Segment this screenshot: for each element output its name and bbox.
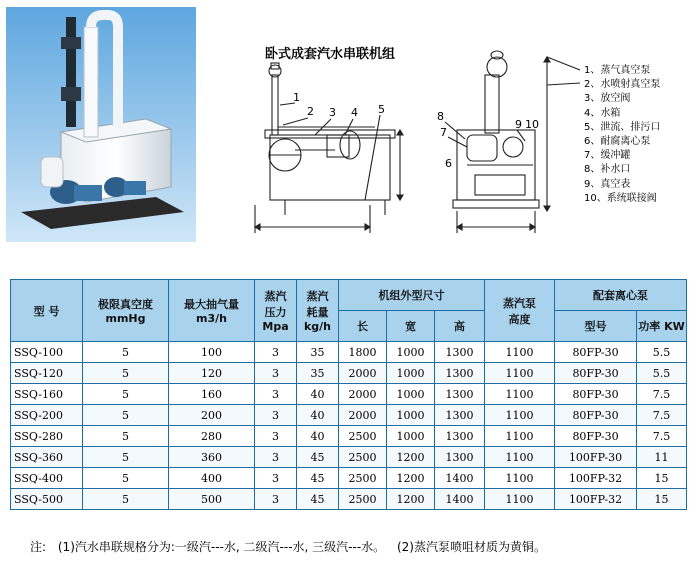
table-cell: 2000 (339, 363, 387, 384)
table-cell: 3 (255, 363, 297, 384)
table-cell: 3 (255, 426, 297, 447)
table-cell: 1200 (387, 468, 435, 489)
table-cell: 1400 (435, 489, 485, 510)
footnote (30, 538, 554, 555)
table-cell: 80FP-30 (555, 426, 637, 447)
table-cell: 80FP-30 (555, 384, 637, 405)
legend-item: 2、水喷射真空泵 (584, 79, 661, 91)
table-cell: 40 (297, 384, 339, 405)
model-cell: SSQ-160 (11, 384, 83, 405)
table-cell: 80FP-30 (555, 405, 637, 426)
table-cell: 5 (83, 363, 169, 384)
legend-item: 5、泄流、排污口 (584, 121, 661, 133)
table-cell: 3 (255, 405, 297, 426)
table-cell: 5 (83, 426, 169, 447)
model-cell: SSQ-400 (11, 468, 83, 489)
table-cell: 1300 (435, 342, 485, 363)
legend-item: 4、水箱 (584, 107, 621, 119)
table-cell: 1300 (435, 426, 485, 447)
legend-item: 3、放空阀 (584, 93, 631, 105)
table-cell: 5 (83, 489, 169, 510)
table-row (11, 405, 687, 426)
footnote-item-1: (1)汽水串联规格分为:一级汽---水, 二级汽---水, 三级汽---水。 (57, 540, 386, 554)
table-cell: 7.5 (637, 405, 687, 426)
table-cell: 2500 (339, 468, 387, 489)
table-row (11, 489, 687, 510)
table-cell: 1000 (387, 405, 435, 426)
legend-item: 6、耐腐离心泵 (584, 136, 651, 148)
table-cell: 1200 (387, 447, 435, 468)
table-cell: 1100 (485, 384, 555, 405)
table-cell: 5.5 (637, 363, 687, 384)
footnote-label: 注: (30, 540, 47, 554)
model-cell: SSQ-100 (11, 342, 83, 363)
legend-item: 1、蒸气真空泵 (584, 65, 651, 76)
table-cell: 45 (297, 489, 339, 510)
table-cell: 160 (169, 384, 255, 405)
table-cell: 1200 (387, 489, 435, 510)
table-row (11, 468, 687, 489)
table-cell: 360 (169, 447, 255, 468)
callout-1: 1 (293, 91, 300, 104)
header-power: 功率 KW (637, 311, 687, 342)
table-cell: 45 (297, 447, 339, 468)
table-cell: 2500 (339, 426, 387, 447)
header-width: 宽 (387, 311, 435, 342)
table-cell: 200 (169, 405, 255, 426)
model-cell: SSQ-360 (11, 447, 83, 468)
table-cell: 80FP-30 (555, 363, 637, 384)
table-cell: 2500 (339, 489, 387, 510)
callout-5: 5 (378, 103, 385, 116)
table-cell: 1000 (387, 342, 435, 363)
table-cell: 2500 (339, 447, 387, 468)
table-cell: 1000 (387, 384, 435, 405)
header-steam-consumption: 蒸汽 耗量 kg/h (297, 280, 339, 342)
table-row (11, 384, 687, 405)
callout-8: 8 (437, 110, 444, 123)
table-cell: 5 (83, 384, 169, 405)
table-cell: 3 (255, 468, 297, 489)
table-cell: 3 (255, 447, 297, 468)
spec-table-body (11, 342, 687, 510)
header-length: 长 (339, 311, 387, 342)
table-cell: 35 (297, 342, 339, 363)
table-cell: 5 (83, 447, 169, 468)
table-cell: 400 (169, 468, 255, 489)
table-cell: 5 (83, 405, 169, 426)
table-cell: 1300 (435, 447, 485, 468)
header-pump-model: 型号 (555, 311, 637, 342)
table-cell: 1100 (485, 447, 555, 468)
table-cell: 1000 (387, 426, 435, 447)
table-cell: 80FP-30 (555, 342, 637, 363)
model-cell: SSQ-500 (11, 489, 83, 510)
table-row (11, 426, 687, 447)
table-cell: 1300 (435, 363, 485, 384)
callout-6: 6 (445, 157, 452, 170)
table-cell: 280 (169, 426, 255, 447)
header-vacuum: 极限真空度 mmHg (83, 280, 169, 342)
table-row (11, 447, 687, 468)
table-cell: 3 (255, 384, 297, 405)
table-cell: 5.5 (637, 342, 687, 363)
callout-7: 7 (440, 126, 447, 139)
legend-item: 8、补水口 (584, 164, 631, 176)
table-cell: 100FP-32 (555, 489, 637, 510)
legend-item: 9、真空表 (584, 178, 631, 190)
diagram-title: 卧式成套汽水串联机组 (265, 47, 396, 62)
table-cell: 2000 (339, 405, 387, 426)
table-cell: 1100 (485, 426, 555, 447)
footnote-item-2: (2)蒸汽泵喷咀材质为黄铜。 (396, 540, 546, 554)
table-cell: 1100 (485, 489, 555, 510)
table-cell: 3 (255, 342, 297, 363)
model-cell: SSQ-200 (11, 405, 83, 426)
table-cell: 40 (297, 426, 339, 447)
callout-9: 9 (515, 118, 522, 131)
header-height: 高 (435, 311, 485, 342)
table-cell: 5 (83, 342, 169, 363)
table-row (11, 363, 687, 384)
table-cell: 3 (255, 489, 297, 510)
legend-item: 7、缓冲罐 (584, 150, 631, 162)
table-cell: 100FP-32 (555, 468, 637, 489)
header-pumping-speed: 最大抽气量 m3/h (169, 280, 255, 342)
product-photo (6, 7, 196, 242)
table-cell: 1100 (485, 468, 555, 489)
table-cell: 500 (169, 489, 255, 510)
table-cell: 11 (637, 447, 687, 468)
table-cell: 1300 (435, 384, 485, 405)
header-steam-pressure: 蒸汽 压力 Mpa (255, 280, 297, 342)
header-centrifugal-pump: 配套离心泵 (555, 280, 687, 311)
header-dimensions: 机组外型尺寸 (339, 280, 485, 311)
table-cell: 1000 (387, 363, 435, 384)
table-cell: 1400 (435, 468, 485, 489)
table-cell: 100 (169, 342, 255, 363)
model-cell: SSQ-120 (11, 363, 83, 384)
legend-item: 10、系统联接阀 (584, 192, 657, 204)
table-cell: 7.5 (637, 426, 687, 447)
table-cell: 1800 (339, 342, 387, 363)
table-row (11, 342, 687, 363)
unit-schematic-drawing (235, 35, 595, 245)
table-cell: 15 (637, 489, 687, 510)
model-cell: SSQ-280 (11, 426, 83, 447)
table-cell: 1100 (485, 363, 555, 384)
table-cell: 100FP-30 (555, 447, 637, 468)
callout-10: 10 (525, 118, 539, 131)
table-cell: 1100 (485, 405, 555, 426)
table-cell: 15 (637, 468, 687, 489)
table-cell: 45 (297, 468, 339, 489)
callout-2: 2 (307, 105, 314, 118)
spec-table (10, 279, 687, 510)
callout-4: 4 (351, 106, 358, 119)
table-cell: 35 (297, 363, 339, 384)
table-cell: 2000 (339, 384, 387, 405)
header-pump-height: 蒸汽泵 高度 (485, 280, 555, 342)
table-cell: 7.5 (637, 384, 687, 405)
table-cell: 1100 (485, 342, 555, 363)
table-cell: 40 (297, 405, 339, 426)
table-cell: 120 (169, 363, 255, 384)
table-cell: 5 (83, 468, 169, 489)
header-model: 型 号 (11, 280, 83, 342)
callout-3: 3 (329, 106, 336, 119)
component-legend (584, 64, 660, 206)
table-cell: 1300 (435, 405, 485, 426)
